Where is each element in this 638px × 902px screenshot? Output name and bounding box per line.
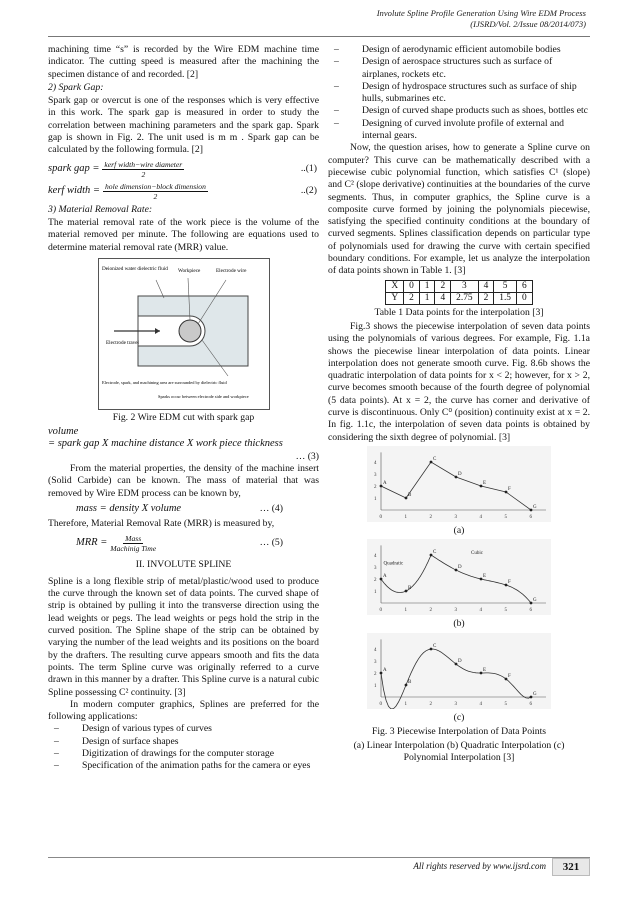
list-item: – Design of various types of curves <box>48 723 319 735</box>
data-point <box>405 590 408 593</box>
subfigure-label-b: (b) <box>453 618 465 630</box>
page-number: 321 <box>552 858 590 876</box>
figure-3-caption: Fig. 3 Piecewise Interpolation of Data Points <box>371 725 547 737</box>
list-item: – Design of aerodynamic efficient automobile bodies <box>328 44 590 56</box>
equation-4 <box>48 503 319 515</box>
x-tick-label: 3 <box>454 701 457 707</box>
table-cell: 1 <box>419 292 435 304</box>
equation-number: ..(1) <box>300 163 317 175</box>
data-point <box>505 677 508 680</box>
equation-5 <box>48 534 319 553</box>
section-heading: II. INVOLUTE SPLINE <box>135 558 232 570</box>
data-point <box>430 647 433 650</box>
x-tick-label: 2 <box>429 514 432 520</box>
point-label: G <box>533 598 537 604</box>
denominator: Machinig Time <box>110 543 157 553</box>
data-point <box>380 578 383 581</box>
equation-fraction <box>103 182 208 201</box>
y-tick-label: 3 <box>374 659 377 665</box>
electrode-wire-section <box>179 320 201 342</box>
header-journal: (IJSRD/Vol. 2/Issue 08/2014/073) <box>470 19 586 29</box>
denominator: 2 <box>153 191 158 201</box>
subheading-spark-gap: 2) Spark Gap: <box>48 81 104 93</box>
table-header-cell: X <box>386 280 404 292</box>
point-label: D <box>458 565 462 571</box>
x-tick-label: 5 <box>504 701 507 707</box>
point-label: G <box>533 504 537 510</box>
data-point <box>505 491 508 494</box>
x-tick-label: 3 <box>454 608 457 614</box>
paragraph: From the material properties, the density of the machine insert (Solid Carbide) can be known. The mass of material that was removed by Wire EDM process can be known by, <box>48 463 319 499</box>
table-header-cell: Y <box>386 292 404 304</box>
list-item: – Design of hydrospace structures such as surface of ship hulls, submarines etc. <box>328 81 590 106</box>
data-point <box>455 569 458 572</box>
header-rule <box>48 36 590 37</box>
data-point <box>480 578 483 581</box>
label-electrode-travel: Electrode travel <box>105 339 139 346</box>
point-label: E <box>483 574 487 580</box>
equation-1 <box>48 160 319 179</box>
table-cell: 3 <box>451 280 478 292</box>
footer-rights: All rights reserved by www.ijsrd.com <box>413 861 546 871</box>
label-sparks: Sparks occur between electrode side and workpiece <box>157 393 249 399</box>
point-label: B <box>408 586 412 592</box>
equation-lhs: volume <box>48 426 79 438</box>
data-point <box>530 695 533 698</box>
list-item: – Digitization of drawings for the computer storage <box>48 748 319 760</box>
subfigure-label-c: (c) <box>453 711 465 723</box>
y-tick-label: 2 <box>374 671 377 677</box>
x-tick-label: 6 <box>529 701 532 707</box>
list-item: – Design of curved shape products such as shoes, bottles etc <box>328 105 590 117</box>
x-tick-label: 6 <box>529 514 532 520</box>
footer-rule <box>48 857 590 858</box>
point-label: F <box>508 486 511 492</box>
point-label: C <box>433 456 437 462</box>
cubic-label: Cubic <box>471 551 483 557</box>
paragraph: Fig.3 shows the piecewise interpolation of seven data points using the polynomials of various degrees. For example, Fig. 1.1a shows the piecewise linear interpolation of data points. Linear interpolation does not generate smooth curve. Fig. 8.6b shows the quadratic interpolation of data points for x < 2; however, for x > 2, curve becomes smooth because of the fourth degree of polynomial (5 data points). At x = 2, the curve has corner and derivative of curve is discontinuous. Only C⁰ (position) continuity exist at x = 2. In fig. 1.1c, the interpolation of seven data points is obtained by considering the sixth degree of polynomial. [3] <box>328 320 590 443</box>
wire-edm-figure <box>98 258 270 410</box>
denominator: 2 <box>141 169 146 179</box>
data-point <box>530 509 533 512</box>
data-point <box>430 461 433 464</box>
equation-fraction <box>102 160 184 179</box>
equation-number: … (4) <box>259 502 283 514</box>
y-tick-label: 1 <box>374 590 377 596</box>
equation-number: … (5) <box>259 536 283 548</box>
point-label: G <box>533 691 537 697</box>
applications-list <box>48 723 319 772</box>
data-points-table <box>385 280 532 305</box>
applications-list-continued <box>328 44 590 142</box>
table-row <box>386 280 532 292</box>
table-cell: 2 <box>435 280 451 292</box>
point-label: A <box>383 667 387 673</box>
equation-3 <box>48 426 319 463</box>
data-point <box>480 671 483 674</box>
table-cell: 4 <box>435 292 451 304</box>
data-point <box>380 671 383 674</box>
x-tick-label: 1 <box>404 701 407 707</box>
equation-2 <box>48 182 319 201</box>
figure-3-caption-line-3: Polynomial Interpolation [3] <box>403 752 515 764</box>
table-cell: 1.5 <box>494 292 517 304</box>
point-label: B <box>408 492 412 498</box>
y-tick-label: 3 <box>374 566 377 572</box>
paragraph: In modern computer graphics, Splines are preferred for the following applications: <box>48 698 319 723</box>
point-label: A <box>383 480 387 486</box>
paragraph: Therefore, Material Removal Rate (MRR) is measured by, <box>48 518 275 530</box>
label-workpiece: Workpiece <box>177 267 200 274</box>
data-point <box>505 584 508 587</box>
figure-3-caption-line-2: (a) Linear Interpolation (b) Quadratic Interpolation (c) <box>353 740 565 752</box>
point-label: A <box>383 574 387 580</box>
list-item: – Design of surface shapes <box>48 736 319 748</box>
table-cell: 0 <box>516 292 532 304</box>
x-tick-label: 4 <box>479 701 482 707</box>
y-tick-label: 1 <box>374 683 377 689</box>
subheading-mrr: 3) Material Removal Rate: <box>48 203 153 215</box>
x-tick-label: 0 <box>379 701 382 707</box>
label-dielectric-fluid: Deionized water dielectric fluid <box>101 265 168 272</box>
list-item: – Design of aerospace structures such as surface of airplanes, rockets etc. <box>328 56 590 81</box>
left-column <box>48 44 319 773</box>
point-label: C <box>433 550 437 556</box>
x-tick-label: 0 <box>379 608 382 614</box>
data-point <box>405 497 408 500</box>
point-label: F <box>508 673 511 679</box>
table-1-caption: Table 1 Data points for the interpolation [3] <box>374 306 544 318</box>
point-label: D <box>458 471 462 477</box>
equation-fraction <box>110 534 156 553</box>
x-tick-label: 4 <box>479 514 482 520</box>
figure-2-caption: Fig. 2 Wire EDM cut with spark gap <box>112 411 255 423</box>
y-tick-label: 4 <box>374 647 377 653</box>
x-tick-label: 2 <box>429 701 432 707</box>
label-electrode-wire: Electrode wire <box>215 267 246 274</box>
x-tick-label: 1 <box>404 608 407 614</box>
polynomial-interpolation-plot <box>367 633 551 709</box>
paragraph: machining time “s” is recorded by the Wire EDM machine time indicator. The cutting speed is measured after the machining the specimen distance of and recorded. [2] <box>48 44 319 80</box>
data-point <box>530 602 533 605</box>
equation-lhs: spark gap = <box>48 163 100 175</box>
x-tick-label: 6 <box>529 608 532 614</box>
table-cell: 6 <box>516 280 532 292</box>
data-point <box>480 485 483 488</box>
y-tick-label: 3 <box>374 472 377 478</box>
paragraph: Now, the question arises, how to generate a Spline curve on computer? This curve can be mathematically described with a piecewise cubic polynomial function, which satisfies C¹ (slope) and C² (slope derivative) continuities at the boundaries of the curve segments. Thus, in computer graphics, the Spline curve is a composite curve formed by joining the polynomials piecewise, satisfying the specified continuity conditions at the boundary of curved segments. Splines classification depends on particular type of polynomials used for drawing the curve with certain specified boundary conditions. For example, let us analyze the interpolation of data points shown in Table 1. [3] <box>328 142 590 277</box>
point-label: C <box>433 643 437 649</box>
numerator: Mass <box>125 533 142 543</box>
data-point <box>430 554 433 557</box>
linear-interpolation-plot <box>367 446 551 522</box>
data-point <box>405 683 408 686</box>
header-title: Involute Spline Profile Generation Using Wire EDM Process <box>376 8 586 18</box>
x-tick-label: 3 <box>454 514 457 520</box>
x-tick-label: 5 <box>504 608 507 614</box>
paragraph: Spark gap or overcut is one of the responses which is very effective in this work. The spark gap is measured in order to study the correlation between machining parameters and the spark gap. Spark gap is shown in Fig. 2. The unit used is m m . Spark gap can be calculated by the following formula. [2] <box>48 95 319 156</box>
numerator: hole dimension−block dimension <box>105 181 206 191</box>
paragraph: Spline is a long flexible strip of metal/plastic/wood used to produce the curve through the known set of data points. The curved shape of strip is obtained by pulling it into the transverse direction using the lead weights or pegs. The lead weights or pegs hold the strip in the curved position. The Spline shape of the strip can be obtained by varying the number of the lead weights and its positions on the board by the drafters. The resulting curve appears smooth and fits the data points. The term Spline curve was originally referred to a curve drawn in this manner by a drafter. This Spline curve is a natural cubic Spline possessing C² continuity. [3] <box>48 575 319 698</box>
page-footer <box>48 857 590 875</box>
point-label: E <box>483 667 487 673</box>
point-label: B <box>408 679 412 685</box>
data-point <box>455 662 458 665</box>
right-column <box>328 44 590 765</box>
data-point <box>455 476 458 479</box>
x-tick-label: 2 <box>429 608 432 614</box>
list-item: – Designing of curved involute profile of external and internal gears. <box>328 118 590 143</box>
equation-lhs: MRR = <box>76 536 108 548</box>
table-cell: 2.75 <box>451 292 478 304</box>
subfigure-label-a: (a) <box>453 524 465 536</box>
equation-number: ..(2) <box>300 185 317 197</box>
table-cell: 5 <box>494 280 517 292</box>
point-label: D <box>458 658 462 664</box>
table-cell: 0 <box>404 280 420 292</box>
table-cell: 1 <box>419 280 435 292</box>
y-tick-label: 1 <box>374 496 377 502</box>
y-tick-label: 4 <box>374 460 377 466</box>
equation-rhs: = spark gap X machine distance X work piece thickness <box>48 438 283 450</box>
table-row <box>386 292 532 304</box>
x-tick-label: 1 <box>404 514 407 520</box>
point-label: E <box>483 480 487 486</box>
equation-number: … (3) <box>295 450 319 462</box>
y-tick-label: 2 <box>374 578 377 584</box>
table-cell: 4 <box>478 280 494 292</box>
quadratic-label: Quadratic <box>383 561 404 567</box>
y-tick-label: 2 <box>374 484 377 490</box>
label-dielectric-surround: Electrode, spark, and machining area are surrounded by dielectric fluid <box>101 379 227 385</box>
x-tick-label: 4 <box>479 608 482 614</box>
list-item: – Specification of the animation paths for the camera or eyes <box>48 760 319 772</box>
x-tick-label: 5 <box>504 514 507 520</box>
quadratic-cubic-interpolation-plot <box>367 539 551 615</box>
equation-lhs: kerf width = <box>48 185 100 197</box>
paragraph: The material removal rate of the work piece is the volume of the material removed per minute. The following are equations used to determine material removal rate (MRR) value. <box>48 216 319 253</box>
y-tick-label: 4 <box>374 554 377 560</box>
running-header <box>377 8 586 30</box>
equation-body: mass = density X volume <box>76 502 182 514</box>
data-point <box>380 485 383 488</box>
numerator: kerf width−wire diameter <box>104 159 183 169</box>
point-label: F <box>508 580 511 586</box>
table-cell: 2 <box>478 292 494 304</box>
linear-series-line <box>381 462 531 510</box>
table-cell: 2 <box>404 292 420 304</box>
x-tick-label: 0 <box>379 514 382 520</box>
